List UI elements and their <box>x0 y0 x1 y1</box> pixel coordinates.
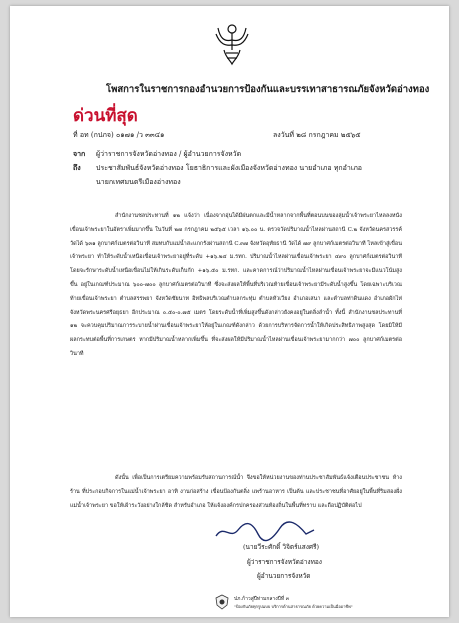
signature-scribble <box>210 520 320 542</box>
body-paragraph-2: ดังนั้น เพื่อเป็นการเตรียมความพร้อมรับสถานการณ์น้ำ จึงขอให้หน่วยงานของท่านประชาสัมพันธ์แจ้งเตือนประชาชน ห้างร้าน ที่ประกอบกิจการในแม่น้ำเจ้าพระยา อาทิ งานก่อสร้าง เขื่อนป้องกันตลิ่ง แพร้านอาหาร เป็นต้น และประชาชนที่อาศัยอยู่ในพื้นที่ริมสองฝั่งแม่น้ำเจ้าพระยา ขอให้เฝ้าระวังอย่างใกล้ชิด สำหรับอำเภอ ให้แจ้งองค์กรปกครองส่วนท้องถิ่นในพื้นที่ทราบ และถือปฏิบัติต่อไป <box>70 475 402 509</box>
urgency-mark: ด่วนที่สุด <box>73 106 138 126</box>
body-paragraph-1: สำนักงานชลประทานที่ ๑๒ แจ้งว่า เนื่องจากอุ่นได้มีฝนตกและมีน้ำหลากจากพื้นที่ตอนบนของลุ่มน้ำเจ้าพระยาไหลลงหนังเขื่อนเจ้าพระยาในอัตราเพิ่มมากขึ้น ในวันที่ ๒๗ กรกฎาคม ๒๕๖๕ เวลา ๑๖.๐๐ น. ตรวจวัดปริมาณน้ำไหลผ่านสถานี C.๒ จังหวัดนครสวรรค์ วัดได้ ๖๓๑ ลูกบาศก์เมตรต่อวินาที สมทบกับแม่น้ำสะแกกรังผ่านสถานี C.๓๗ จังหวัดอุทัยธานี วัดได้ ๗๙ ลูกบาศก์เมตรต่อวินาที ไหลเข้าสู่เขื่อนเจ้าพระยา ทำให้ระดับน้ำเหนือเขื่อนเจ้าพระยาอยู่ที่ระดับ +๑๖.๒๔ ม.รทก. ปริมาณน้ำไหลผ่านเขื่อนเจ้าพระยา ๔๙๐ ลูกบาศก์เมตรต่อวินาที โดยจะรักษาระดับน้ำเหนือเขื่อนไม่ให้เกินระดับเก็บกัก +๑๖.๕๐ ม.รทก. และคาดการณ์ว่าปริมาณน้ำไหลผ่านเขื่อนเจ้าพระยาจะมีแนวโน้มสูงขึ้น อยู่ในเกณฑ์ประมาณ ๖๐๐-๗๐๐ ลูกบาศก์เมตรต่อวินาที ซึ่งจะส่งผลให้พื้นที่บริเวณท้ายเขื่อนเจ้าพระยามีระดับน้ำสูงขึ้น โดยเฉพาะบริเวณท้ายเขื่อนเจ้าพระยา ตำบลสรรพยา จังหวัดชัยนาท อิทธิพลบริเวณตำบลกระทุ่ม ตำบลหัวเวียง อำเภอเสนา และตำบลท่าดินแดง อำเภอผักไห่ จังหวัดพระนครศรีอยุธยา อีกประมาณ ๐.๕๐-๐.๗๕ เมตร โดยระดับน้ำที่เพิ่มสูงขึ้นดังกล่าวยังคงอยู่ในตลิ่งลำน้ำ ทั้งนี้ สำนักงานชลประทานที่ ๑๒ จะควบคุมปริมาณการระบายน้ำผ่านเขื่อนเจ้าพระยาให้อยู่ในเกณฑ์ดังกล่าว ด้วยการบริหารจัดการน้ำให้เกิดประสิทธิภาพสูงสุด โดยมิให้มีผลกระทบต่อพื้นที่การเกษตร หากมีปริมาณน้ำหลากเพิ่มขึ้น ที่จะส่งผลให้มีปริมาณน้ำไหลผ่านเขื่อนเจ้าพระยามากกว่า ๗๐๐ ลูกบาศก์เมตรต่อวินาที <box>70 213 402 357</box>
to-label: ถึง <box>73 163 81 172</box>
to-value-line2: นายกเทศมนตรีเมืองอ่างทอง <box>96 178 181 186</box>
document-page <box>10 6 449 617</box>
document-date: ลงวันที่ ๒๘ กรกฎาคม ๒๕๖๕ <box>273 131 361 139</box>
garuda-emblem-icon <box>214 20 250 68</box>
dept-logo-icon <box>215 594 229 610</box>
signatory-position-1: ผู้ว่าราชการจังหวัดอ่างทอง <box>247 558 322 566</box>
signatory-position-2: ผู้อำนวยการจังหวัด <box>257 572 311 580</box>
signatory-name: (นายวีระศักดิ์ วิจิตร์แสงศรี) <box>243 543 320 551</box>
handwritten-signature <box>70 526 180 548</box>
office-heading: โพสการในราชการกองอำนวยการป้องกันและบรรเทาสาธารณภัยจังหวัดอ่างทอง <box>106 84 430 95</box>
footer-slogan: ปภ.ก้าวสู่ปีท่ามกลางปีที่ ๓ <box>234 596 290 602</box>
from-label: จาก <box>73 149 86 158</box>
footer-motto: "ป้องกันภัยทุกรูปแบบ บริการด้านสาธารณภัย ด้วยความเป็นมืออาชีพ" <box>234 604 353 609</box>
from-value: ผู้ว่าราชการจังหวัดอ่างทอง / ผู้อำนวยการจังหวัด <box>96 150 242 158</box>
document-reference: ที่ อท (กปภจ) ๐๑๗๑ /ว ๓๓๔๑ <box>73 131 165 139</box>
to-value: ประชาสัมพันธ์จังหวัดอ่างทอง โยธาธิการและผังเมืองจังหวัดอ่างทอง นายอำเภอ ทุกอำเภอ <box>96 164 363 172</box>
